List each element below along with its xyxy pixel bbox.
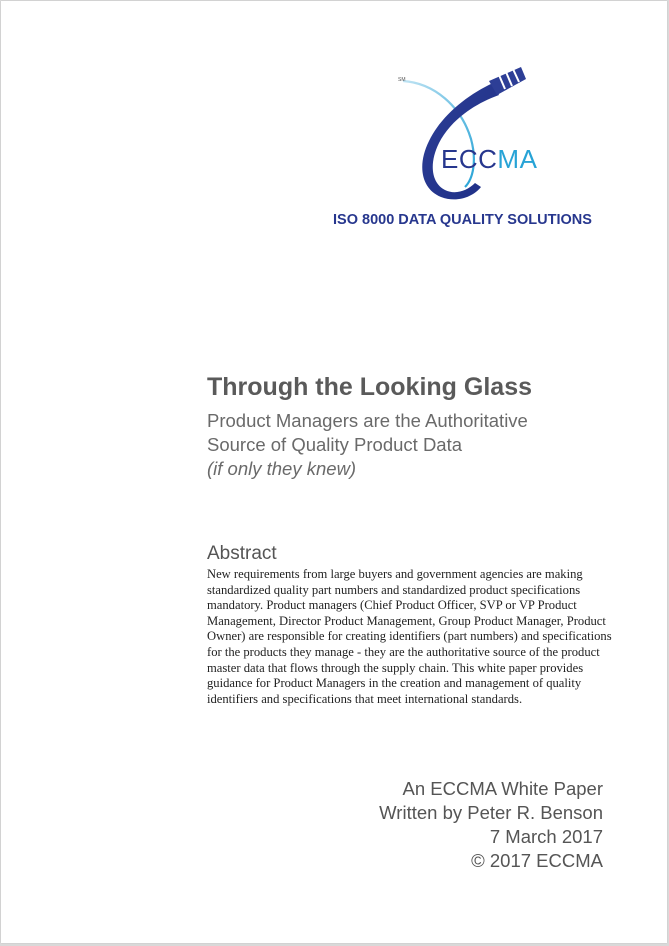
subtitle-line-3: (if only they knew) (207, 458, 357, 479)
document-subtitle (207, 409, 627, 481)
abstract-heading: Abstract (207, 543, 277, 564)
logo-wordmark-accent: MA (497, 144, 538, 174)
document-page (1, 1, 667, 943)
credits-copyright: © 2017 ECCMA (471, 850, 603, 871)
logo-wordmark-primary: ECC (441, 144, 498, 174)
eccma-swoosh-icon (389, 61, 549, 211)
credits-date: 7 March 2017 (489, 826, 603, 847)
abstract-body: New requirements from large buyers and government agencies are making standardized quality part numbers and standardized product specifications mandatory. Product managers (Chief Product Officer, SVP or VP Product Management, Director Product Management, Group Product Manager, Product Owner) are responsible for creating identifiers (part numbers) and specifications for the products they manage - they are the authoritative source of the product master data that flows through the supply chain. This white paper provides guidance for Product Managers in the creation and management of quality identifiers and specifications that meet international standards. (207, 567, 612, 706)
subtitle-line-1: Product Managers are the Authoritative (207, 410, 528, 431)
logo-wordmark (441, 144, 537, 175)
service-mark: SM (398, 77, 406, 83)
credits-block (379, 777, 603, 873)
eccma-logo (389, 61, 549, 211)
credits-publication: An ECCMA White Paper (402, 778, 603, 799)
document-title: Through the Looking Glass (207, 373, 532, 401)
logo-tagline: ISO 8000 DATA QUALITY SOLUTIONS (333, 212, 592, 228)
credits-author: Written by Peter R. Benson (379, 802, 603, 823)
subtitle-line-2: Source of Quality Product Data (207, 434, 463, 455)
